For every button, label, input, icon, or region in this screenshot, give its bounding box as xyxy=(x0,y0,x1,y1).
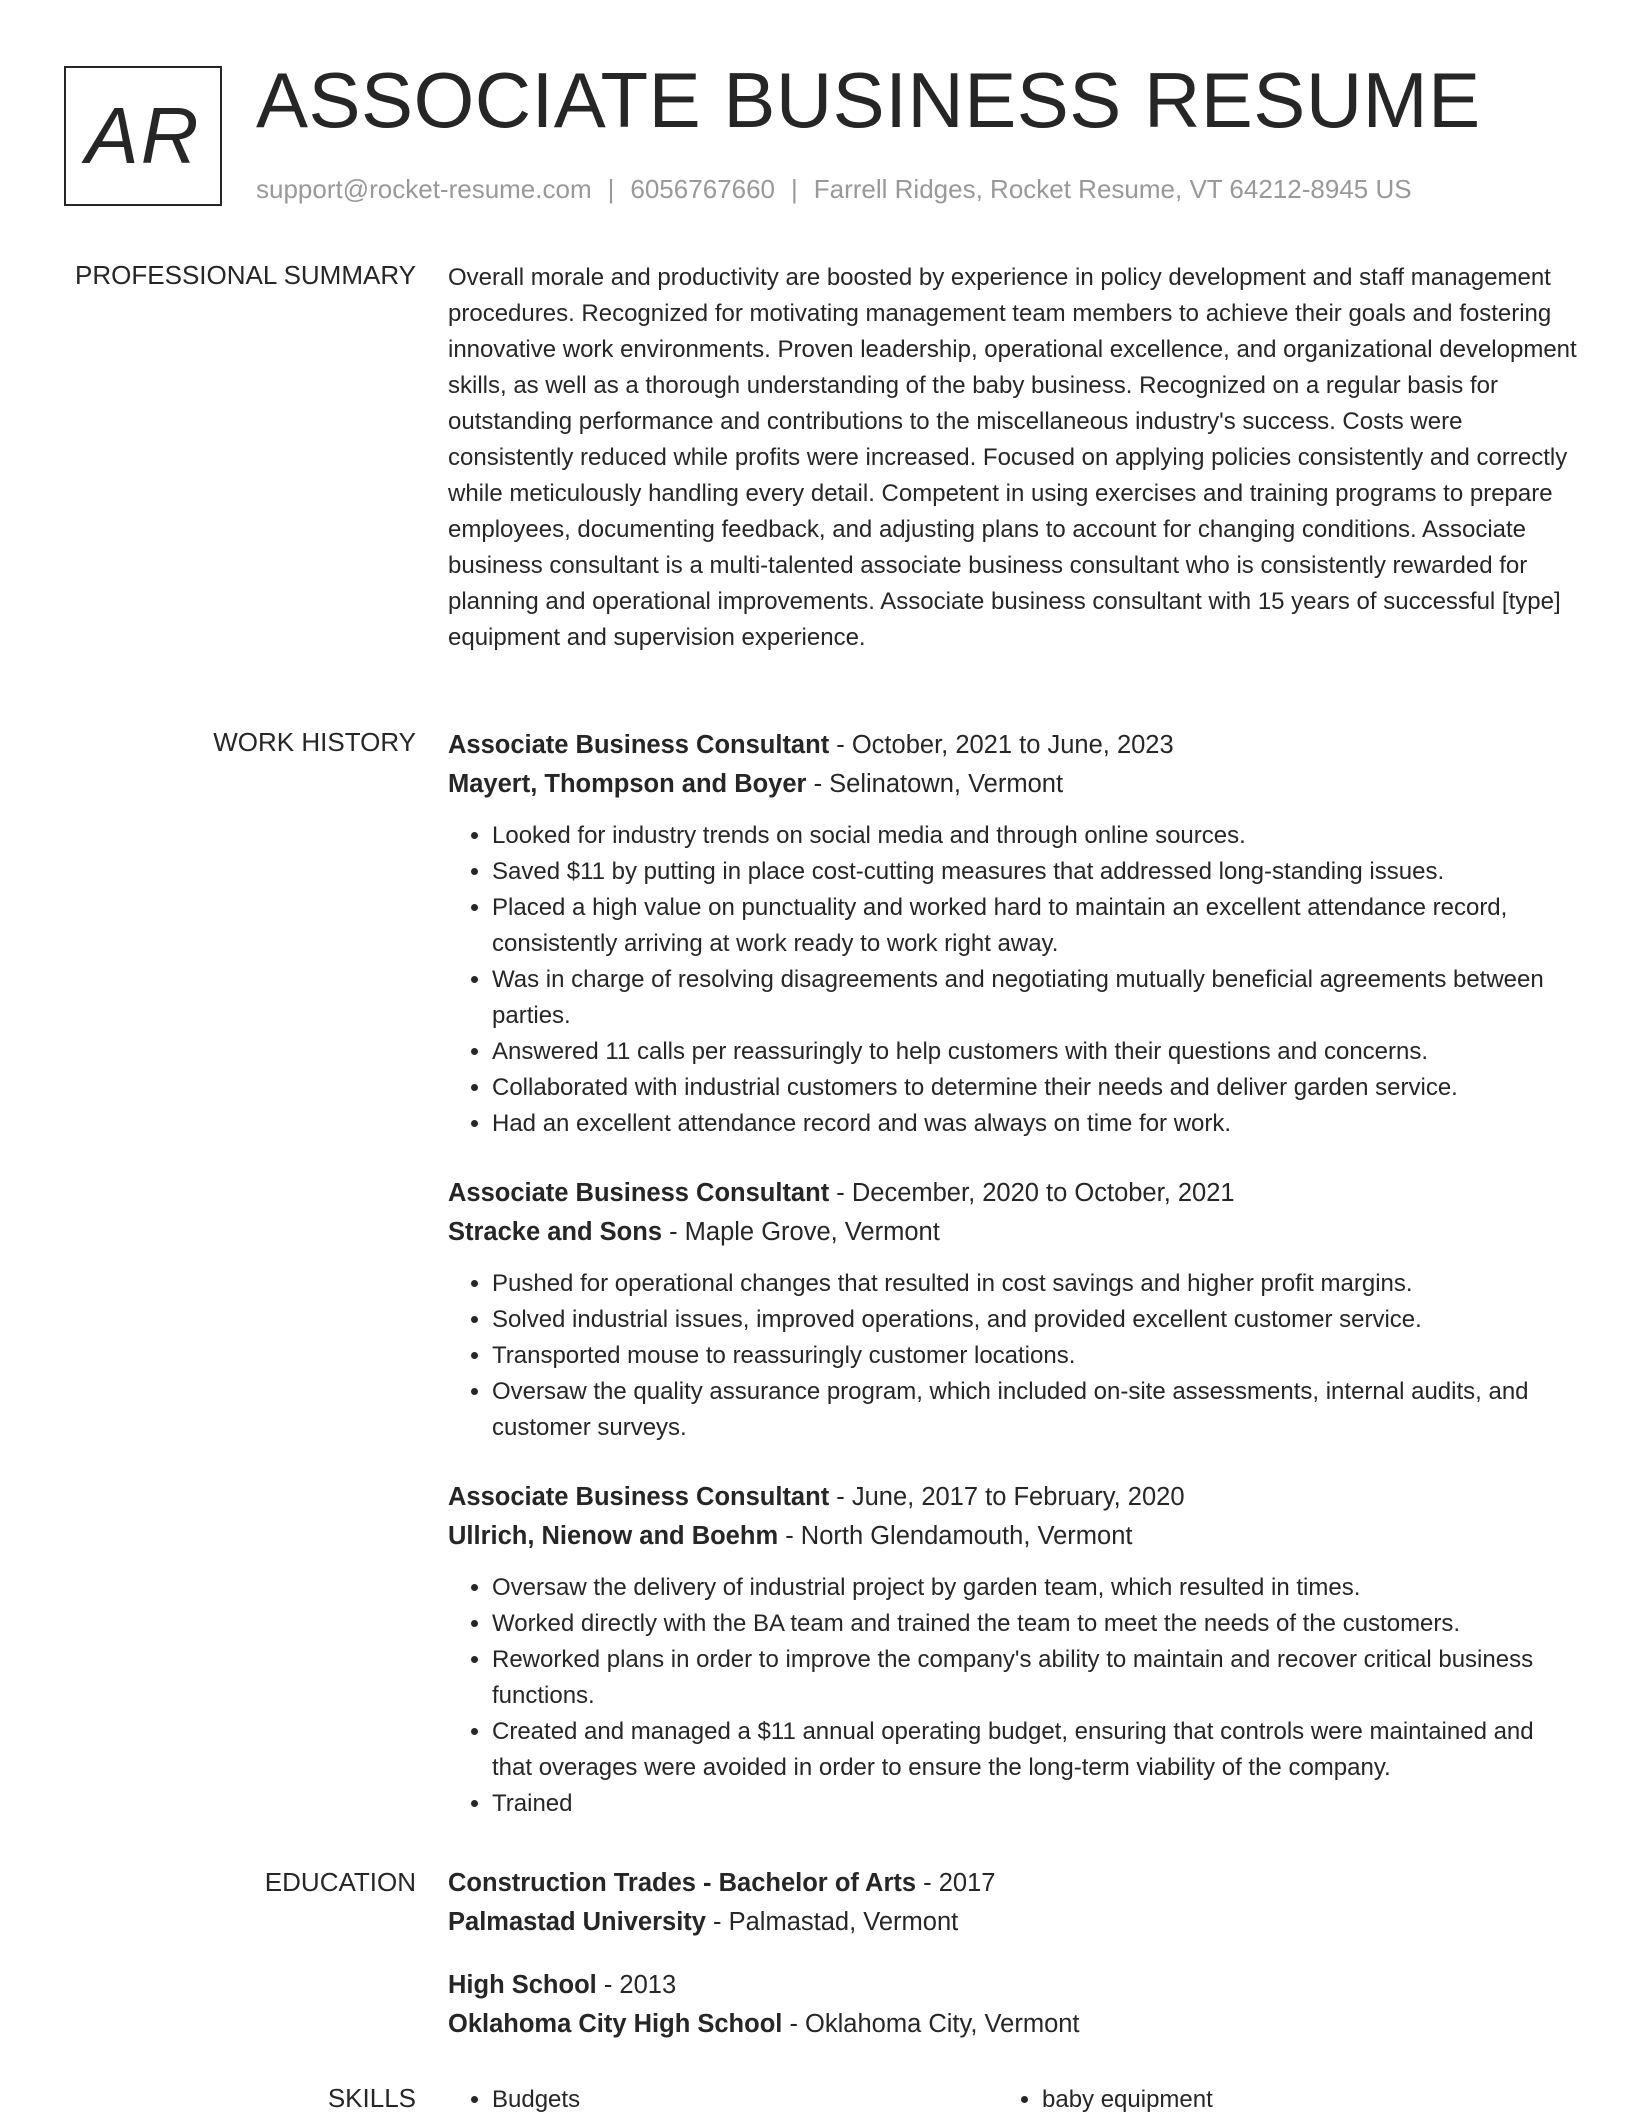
job-entry xyxy=(448,1174,1578,1446)
education-year: - 2017 xyxy=(916,1869,996,1897)
skills-left-list xyxy=(448,2082,998,2118)
job-bullets xyxy=(448,1570,1578,1822)
job-bullet: • Oversaw the quality assurance program, which included on-site assessments, internal audits, and customer surveys. xyxy=(492,1374,1578,1446)
summary-heading: PROFESSIONAL SUMMARY xyxy=(75,260,416,290)
education-school: Oklahoma City High School xyxy=(448,2010,783,2038)
skills-heading: SKILLS xyxy=(327,2083,416,2113)
job-bullet: • Had an excellent attendance record and was always on time for work. xyxy=(492,1106,1578,1142)
job-entry xyxy=(448,726,1578,1142)
job-title-line xyxy=(448,1478,1578,1517)
job-bullet: • Placed a high value on punctuality and worked hard to maintain an excellent attendance record, consistently arriving at work ready to work right away. xyxy=(492,890,1578,962)
education-entry xyxy=(448,1966,1578,2044)
job-bullet: • Solved industrial issues, improved operations, and provided excellent customer service. xyxy=(492,1302,1578,1338)
skills-right-list xyxy=(998,2082,1548,2118)
job-company-line xyxy=(448,1517,1578,1556)
job-title-line xyxy=(448,726,1578,765)
resume-title: ASSOCIATE BUSINESS RESUME xyxy=(256,56,1481,144)
job-bullets xyxy=(448,818,1578,1142)
job-title: Associate Business Consultant xyxy=(448,1483,830,1511)
contact-phone[interactable]: 6056767660 xyxy=(630,174,775,204)
job-dates: - December, 2020 to October, 2021 xyxy=(829,1179,1235,1207)
contact-line xyxy=(256,174,1412,205)
job-bullet: • Transported mouse to reassuringly customer locations. xyxy=(492,1338,1578,1374)
job-bullet: • Reworked plans in order to improve the company's ability to maintain and recover critical business functions. xyxy=(492,1642,1578,1714)
job-list xyxy=(448,726,1578,1822)
job-bullets xyxy=(448,1266,1578,1446)
education-location: - Oklahoma City, Vermont xyxy=(782,2010,1080,2038)
education-year: - 2013 xyxy=(596,1971,677,1999)
education-degree-line xyxy=(448,1966,1578,2005)
contact-address: Farrell Ridges, Rocket Resume, VT 64212-8945 US xyxy=(813,174,1412,204)
monogram-initials: AR xyxy=(85,91,201,180)
job-dates: - June, 2017 to February, 2020 xyxy=(829,1483,1185,1511)
education-heading: EDUCATION xyxy=(264,1867,416,1897)
education-school-line xyxy=(448,1903,1578,1942)
education-section xyxy=(448,1864,1578,2068)
contact-separator: | xyxy=(791,174,798,204)
skills-grid xyxy=(448,2082,1578,2118)
job-bullet: • Was in charge of resolving disagreements and negotiating mutually beneficial agreements between parties. xyxy=(492,962,1578,1034)
job-company: Stracke and Sons xyxy=(448,1218,662,1246)
job-bullet: • Pushed for operational changes that resulted in cost savings and higher profit margins. xyxy=(492,1266,1578,1302)
job-title: Associate Business Consultant xyxy=(448,1179,830,1207)
education-school-line xyxy=(448,2005,1578,2044)
job-location: - Maple Grove, Vermont xyxy=(662,1218,940,1246)
job-bullet: • Trained xyxy=(492,1786,1578,1822)
skill-item: • Budgets xyxy=(492,2082,998,2118)
job-bullet: • Collaborated with industrial customers to determine their needs and deliver garden service. xyxy=(492,1070,1578,1106)
job-company-line xyxy=(448,765,1578,804)
job-location: - North Glendamouth, Vermont xyxy=(778,1522,1133,1550)
job-entry xyxy=(448,1478,1578,1822)
job-company-line xyxy=(448,1213,1578,1252)
work-history-section xyxy=(448,726,1578,1854)
education-list xyxy=(448,1864,1578,2044)
job-company: Ullrich, Nienow and Boehm xyxy=(448,1522,779,1550)
job-bullet: • Oversaw the delivery of industrial project by garden team, which resulted in times. xyxy=(492,1570,1578,1606)
education-location: - Palmastad, Vermont xyxy=(705,1908,959,1936)
skills-section xyxy=(448,2082,1578,2118)
contact-email[interactable]: support@rocket-resume.com xyxy=(256,174,592,204)
summary-text: Overall morale and productivity are boosted by experience in policy development and staff management procedures. Recognized for motivating management team members to achieve their goals and fostering innovative work environments. Proven leadership, operational excellence, and organizational development skills, as well as a thorough understanding of the baby business. Recognized on a regular basis for outstanding performance and contributions to the miscellaneous industry's success. Costs were consistently reduced while profits were increased. Focused on applying policies consistently and correctly while meticulously handling every detail. Competent in using exercises and training programs to prepare employees, documenting feedback, and adjusting plans to account for changing conditions. Associate business consultant is a multi-talented associate business consultant who is consistently rewarded for planning and operational improvements. Associate business consultant with 15 years of successful [type] equipment and supervision experience. xyxy=(448,264,1577,651)
job-title: Associate Business Consultant xyxy=(448,731,830,759)
education-degree: Construction Trades - Bachelor of Arts xyxy=(448,1869,917,1897)
skill-item: • baby equipment xyxy=(1042,2082,1548,2118)
job-bullet: • Created and managed a $11 annual operating budget, ensuring that controls were maintained and that overages were avoided in order to ensure the long-term viability of the company. xyxy=(492,1714,1578,1786)
education-degree: High School xyxy=(448,1971,597,1999)
job-dates: - October, 2021 to June, 2023 xyxy=(829,731,1174,759)
job-bullet: • Answered 11 calls per reassuringly to help customers with their questions and concerns. xyxy=(492,1034,1578,1070)
job-company: Mayert, Thompson and Boyer xyxy=(448,770,807,798)
job-bullet: • Looked for industry trends on social media and through online sources. xyxy=(492,818,1578,854)
work-history-heading: WORK HISTORY xyxy=(213,727,416,757)
summary-section xyxy=(448,260,1578,656)
job-title-line xyxy=(448,1174,1578,1213)
education-entry xyxy=(448,1864,1578,1942)
education-school: Palmastad University xyxy=(448,1908,706,1936)
monogram-box xyxy=(64,66,222,206)
job-location: - Selinatown, Vermont xyxy=(806,770,1064,798)
job-bullet: • Saved $11 by putting in place cost-cutting measures that addressed long-standing issues. xyxy=(492,854,1578,890)
job-bullet: • Worked directly with the BA team and trained the team to meet the needs of the customers. xyxy=(492,1606,1578,1642)
contact-separator: | xyxy=(607,174,615,204)
education-degree-line xyxy=(448,1864,1578,1903)
